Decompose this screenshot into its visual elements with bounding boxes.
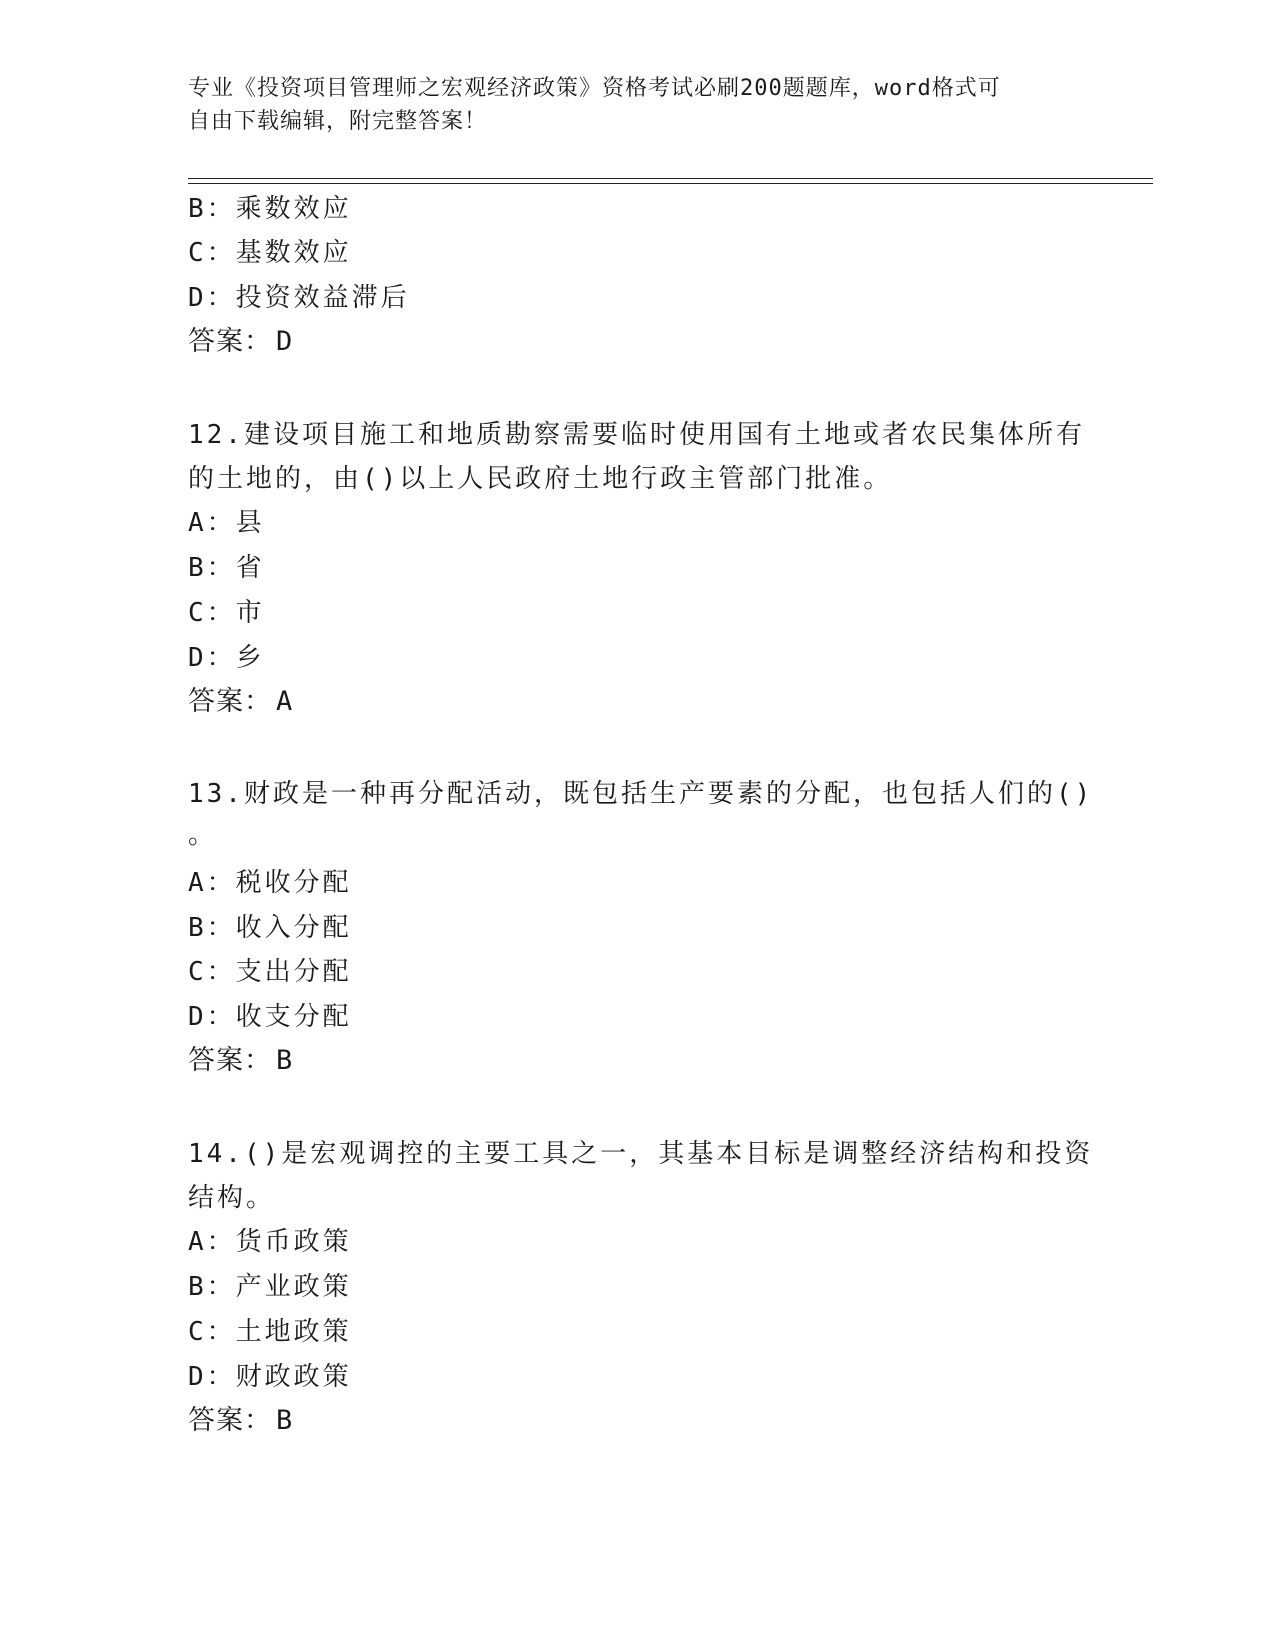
q13-stem-line-1: 13.财政是一种再分配活动，既包括生产要素的分配，也包括人们的() [188,779,1094,809]
q14-option-a: A：货币政策 [188,1227,352,1257]
answer-label: 答案： [188,1405,272,1436]
q12-option-c: C：市 [188,598,265,628]
q12-option-b: B：省 [188,553,265,583]
header-line-1: 专业《投资项目管理师之宏观经济政策》资格考试必刷200题题库，word格式可 [188,76,1001,101]
q12-answer [188,685,293,719]
header-rule-bottom [188,183,1153,184]
q12-stem-line-1: 12.建设项目施工和地质勘察需要临时使用国有土地或者农民集体所有 [188,420,1085,450]
q13-option-d: D：收支分配 [188,1002,352,1032]
q11-option-c: C：基数效应 [188,238,352,268]
q12-stem-line-2: 的土地的，由()以上人民政府土地行政主管部门批准。 [188,464,893,494]
answer-label: 答案： [188,686,272,717]
q13-answer [188,1044,293,1078]
q12-option-d: D：乡 [188,643,265,673]
answer-value: B [276,1405,294,1436]
q11-option-b: B：乘数效应 [188,194,352,224]
answer-label: 答案： [188,1045,272,1076]
q14-option-d: D：财政政策 [188,1362,352,1392]
q13-stem-line-2: 。 [188,820,218,850]
q14-stem-line-1: 14.()是宏观调控的主要工具之一，其基本目标是调整经济结构和投资 [188,1139,1094,1169]
q13-option-c: C：支出分配 [188,957,352,987]
q12-option-a: A：县 [188,508,265,538]
header-line-2: 自由下载编辑，附完整答案！ [188,109,488,134]
document-header [188,72,1078,138]
answer-value: A [276,686,294,717]
answer-value: B [276,1045,294,1076]
q13-option-a: A：税收分配 [188,868,352,898]
answer-value: D [276,326,294,357]
answer-label: 答案： [188,326,272,357]
q14-answer [188,1404,293,1438]
q14-stem-line-2: 结构。 [188,1183,276,1213]
q11-option-d: D：投资效益滞后 [188,283,410,313]
q14-option-c: C：土地政策 [188,1317,352,1347]
q14-option-b: B：产业政策 [188,1272,352,1302]
q11-answer [188,325,293,359]
q13-option-b: B：收入分配 [188,913,352,943]
header-rule-top [188,178,1153,179]
